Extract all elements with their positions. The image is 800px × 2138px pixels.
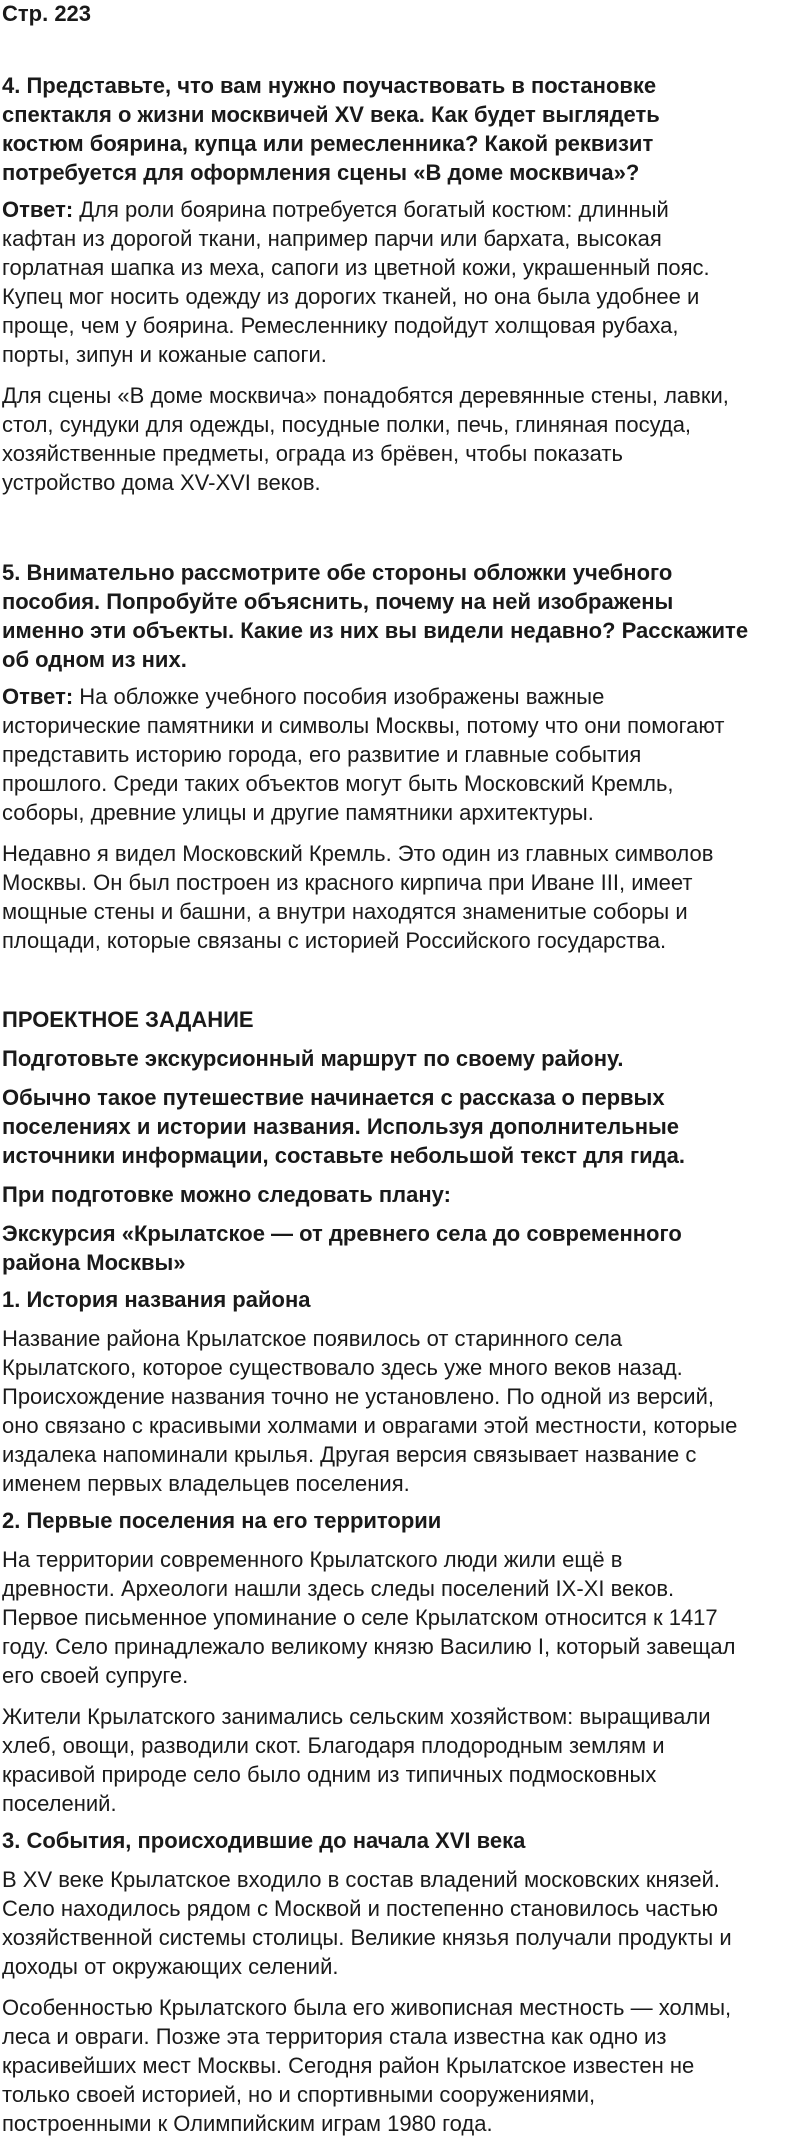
- question-line: об одном из них.: [2, 647, 187, 672]
- paragraph-line: только своей историей, но и спортивными сооружениями,: [2, 2082, 596, 2107]
- plan-text: При подготовке можно следовать плану:: [2, 1182, 451, 1207]
- question-line: спектакля о жизни москвичей XV века. Как будет выглядеть: [2, 102, 660, 127]
- paragraph-line: издалека напоминали крылья. Другая версия связывает название с: [2, 1442, 697, 1467]
- answer-line: Купец мог носить одежду из дорогих тканей, но она была удобнее и: [2, 284, 700, 309]
- paragraph-line: На территории современного Крылатского люди жили ещё в: [2, 1547, 623, 1572]
- task-text: Подготовьте экскурсионный маршрут по своему району.: [2, 1046, 624, 1071]
- question-line: пособия. Попробуйте объяснить, почему на ней изображены: [2, 589, 674, 614]
- spacer: [2, 1209, 792, 1219]
- section-heading: ПРОЕКТНОЕ ЗАДАНИЕ: [2, 1007, 254, 1032]
- question-line: именно эти объекты. Какие из них вы видели недавно? Расскажите: [2, 618, 749, 643]
- answer-line: горлатная шапка из меха, сапоги из цветной кожи, украшенный пояс.: [2, 255, 710, 280]
- spacer: [2, 1170, 792, 1180]
- question-5: [2, 558, 792, 674]
- intro-line: Обычно такое путешествие начинается с рассказа о первых: [2, 1085, 665, 1110]
- paragraph-line: красивейших мест Москвы. Сегодня район Крылатское известен не: [2, 2053, 695, 2078]
- question-line: потребуется для оформления сцены «В доме москвича»?: [2, 160, 640, 185]
- answer-line: [2, 682, 792, 711]
- paragraph-line: Село находилось рядом с Москвой и постепенно становилось частью: [2, 1896, 719, 1921]
- intro-line: поселениях и истории названия. Используя дополнительные: [2, 1114, 680, 1139]
- paragraph-line: мощные стены и башни, а внутри находятся знаменитые соборы и: [2, 899, 688, 924]
- spacer: [2, 1073, 792, 1083]
- spacer: [2, 674, 792, 682]
- excursion-title-line: Экскурсия «Крылатское — от древнего села до современного: [2, 1221, 682, 1246]
- answer-text: Для роли боярина потребуется богатый костюм: длинный: [73, 197, 669, 222]
- paragraph-line: оно связано с красивыми холмами и оврагами этой местности, которые: [2, 1413, 738, 1438]
- spacer: [2, 1981, 792, 1993]
- paragraph-line: хозяйственной системы столицы. Великие князья получали продукты и: [2, 1925, 732, 1950]
- answer-line: соборы, древние улицы и другие памятники архитектуры.: [2, 800, 594, 825]
- answer-line: прошлого. Среди таких объектов могут быть Московский Кремль,: [2, 771, 674, 796]
- spacer: [2, 1314, 792, 1324]
- answer-label: Ответ:: [2, 197, 74, 222]
- answer-line: [2, 195, 792, 224]
- paragraph-line: В XV веке Крылатское входило в состав владений московских князей.: [2, 1867, 721, 1892]
- page-number: Стр. 223: [2, 1, 92, 26]
- answer-text: На обложке учебного пособия изображены важные: [73, 684, 605, 709]
- spacer: [2, 1277, 792, 1285]
- answer-4-paragraph-2: [2, 381, 792, 497]
- answer-5: [2, 682, 792, 827]
- spacer: [2, 955, 792, 1005]
- paragraph-line: устройство дома XV-XVI веков.: [2, 470, 321, 495]
- paragraph-line: Недавно я видел Московский Кремль. Это один из главных символов: [2, 841, 714, 866]
- paragraph-line: красивой природе село было одним из типичных подмосковных: [2, 1762, 657, 1787]
- spacer: [2, 827, 792, 839]
- paragraph-line: Крылатского, которое существовало здесь уже много веков назад.: [2, 1355, 683, 1380]
- paragraph-line: Москвы. Он был построен из красного кирпича при Иване III, имеет: [2, 870, 693, 895]
- question-line: 5. Внимательно рассмотрите обе стороны обложки учебного: [2, 560, 673, 585]
- paragraph-line: Жители Крылатского занимались сельским хозяйством: выращивали: [2, 1704, 711, 1729]
- intro-line: источники информации, составьте небольшой текст для гида.: [2, 1143, 685, 1168]
- answer-5-paragraph-2: [2, 839, 792, 955]
- spacer: [2, 1535, 792, 1545]
- paragraph-line: Первое письменное упоминание о селе Крылатском относится к 1417: [2, 1605, 718, 1630]
- paragraph-line: стол, сундуки для одежды, посудные полки, печь, глиняная посуда,: [2, 412, 692, 437]
- excursion-title-line: района Москвы»: [2, 1250, 186, 1275]
- paragraph-line: Название района Крылатское появилось от старинного села: [2, 1326, 623, 1351]
- answer-4: [2, 195, 792, 369]
- spacer: [2, 369, 792, 381]
- spacer: [2, 497, 792, 558]
- paragraph-line: площади, которые связаны с историей Российского государства.: [2, 928, 667, 953]
- answer-line: порты, зипун и кожаные сапоги.: [2, 342, 327, 367]
- paragraph-line: именем первых владельцев поселения.: [2, 1471, 410, 1496]
- paragraph-line: построенными к Олимпийским играм 1980 года.: [2, 2111, 493, 2136]
- spacer: [2, 1498, 792, 1506]
- paragraph-line: хлеб, овощи, разводили скот. Благодаря плодородным землям и: [2, 1733, 665, 1758]
- answer-label: Ответ:: [2, 684, 74, 709]
- answer-line: проще, чем у боярина. Ремесленнику подойдут холщовая рубаха,: [2, 313, 679, 338]
- question-line: костюм боярина, купца или ремесленника? Какой реквизит: [2, 131, 654, 156]
- paragraph-line: его своей супруге.: [2, 1663, 189, 1688]
- paragraph-line: поселений.: [2, 1791, 117, 1816]
- spacer: [2, 28, 792, 71]
- question-line: 4. Представьте, что вам нужно поучаствовать в постановке: [2, 73, 657, 98]
- question-4: [2, 71, 792, 187]
- paragraph-line: Происхождение названия точно не установлено. По одной из версий,: [2, 1384, 714, 1409]
- paragraph-line: леса и овраги. Позже эта территория стала известна как одно из: [2, 2024, 667, 2049]
- paragraph-line: хозяйственные предметы, ограда из брёвен, чтобы показать: [2, 441, 623, 466]
- paragraph-line: Особенностью Крылатского была его живописная местность — холмы,: [2, 1995, 732, 2020]
- subsection-title: 3. События, происходившие до начала XVI века: [2, 1828, 526, 1853]
- answer-line: исторические памятники и символы Москвы, потому что они помогают: [2, 713, 725, 738]
- spacer: [2, 187, 792, 195]
- subsection-title: 1. История названия района: [2, 1287, 311, 1312]
- spacer: [2, 1818, 792, 1826]
- paragraph-line: доходы от окружающих селений.: [2, 1954, 339, 1979]
- paragraph-line: Для сцены «В доме москвича» понадобятся деревянные стены, лавки,: [2, 383, 729, 408]
- spacer: [2, 1034, 792, 1044]
- paragraph-line: древности. Археологи нашли здесь следы поселений IX-XI веков.: [2, 1576, 675, 1601]
- spacer: [2, 1690, 792, 1702]
- answer-line: кафтан из дорогой ткани, например парчи или бархата, высокая: [2, 226, 662, 251]
- spacer: [2, 1855, 792, 1865]
- paragraph-line: году. Село принадлежало великому князю Василию I, который завещал: [2, 1634, 736, 1659]
- subsection-title: 2. Первые поселения на его территории: [2, 1508, 442, 1533]
- project-section: [2, 1005, 792, 2138]
- answer-line: представить историю города, его развитие и главные события: [2, 742, 642, 767]
